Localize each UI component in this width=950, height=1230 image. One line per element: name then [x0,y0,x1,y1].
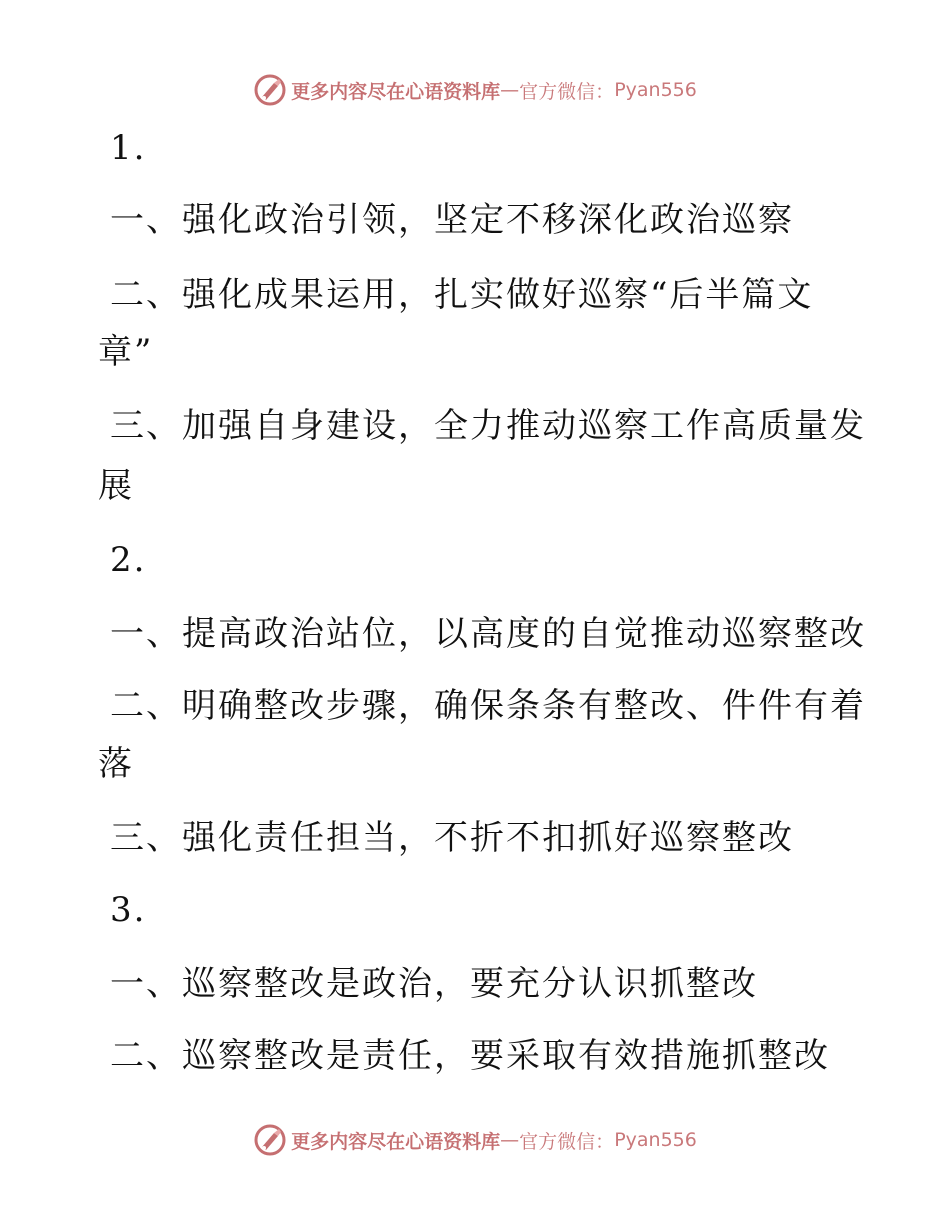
text-line: 落 [98,744,134,784]
watermark-separator: — [500,79,520,101]
text-line: 展 [98,466,134,506]
footer-watermark [0,1120,950,1160]
text-line: 二、明确整改步骤，确保条条有整改、件件有着 [110,686,866,726]
text-line: 一、提高政治站位，以高度的自觉推动巡察整改 [110,614,866,654]
text-line: 一、巡察整改是政治，要充分认识抓整改 [110,964,758,1004]
pen-logo-icon [253,1123,287,1157]
text-line: 二、强化成果运用，扎实做好巡察“后半篇文 [110,275,814,315]
text-line: 一、强化政治引领，坚定不移深化政治巡察 [110,200,794,240]
watermark-wechat-label: 官方微信： [519,1130,615,1153]
watermark-separator: — [500,1129,520,1151]
watermark-wechat-id: Pyan556 [614,1129,697,1151]
section-number-3: 3. [110,890,147,930]
text-line: 三、强化责任担当，不折不扣抓好巡察整改 [110,818,794,858]
text-line: 章” [98,332,154,372]
watermark-wechat-label: 官方微信： [519,80,615,103]
watermark-main-text: 更多内容尽在心语资料库 [291,1130,501,1153]
section-number-1: 1. [110,128,147,168]
section-number-2: 2. [110,540,147,580]
text-line: 二、巡察整改是责任，要采取有效措施抓整改 [110,1036,830,1076]
watermark-main-text: 更多内容尽在心语资料库 [291,80,501,103]
watermark-wechat-id: Pyan556 [614,79,697,101]
text-line: 三、加强自身建设，全力推动巡察工作高质量发 [110,406,866,446]
